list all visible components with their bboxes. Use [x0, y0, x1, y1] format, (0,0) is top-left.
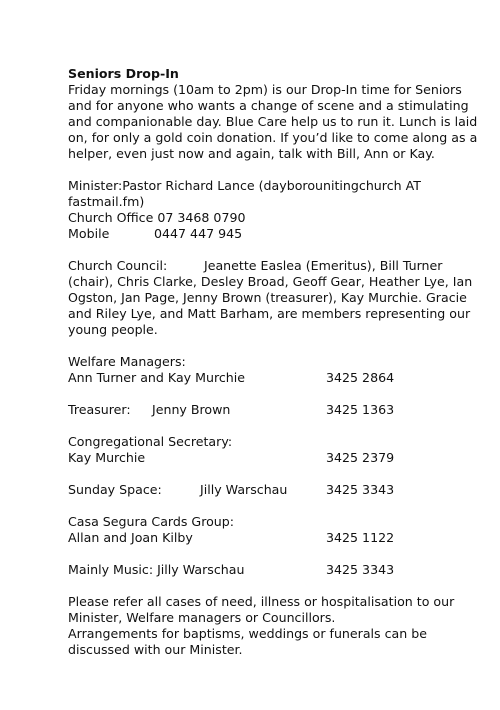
council-label: Church Council:: [68, 258, 168, 273]
mobile-line: [68, 226, 488, 242]
mobile-phone: 0447 447 945: [154, 226, 243, 241]
office-label: Church Office: [68, 210, 154, 225]
secretary-row: [68, 450, 488, 466]
cards-row: [68, 530, 488, 546]
cards-names: Allan and Joan Kilby: [68, 530, 193, 545]
spacer: [68, 418, 488, 434]
music-row: [68, 562, 488, 578]
seniors-title: Seniors Drop-In: [68, 66, 179, 81]
sunday-space-phone: 3425 3343: [326, 482, 395, 497]
newsletter-page: [68, 66, 488, 658]
treasurer-name: Jenny Brown: [152, 402, 231, 417]
seniors-body: Friday mornings (10am to 2pm) is our Drop-In time for Seniors and for anyone who wants a change of scene and a stimulating and companionable day. Blue Care help us to run it. Lunch is laid on, for only a gold coin donation. If you’d like to come along as a helper, even just now and again, talk with Bill, Ann or Kay.: [68, 82, 478, 161]
spacer: [68, 242, 488, 258]
mobile-label: Mobile: [68, 226, 110, 241]
secretary-name: Kay Murchie: [68, 450, 146, 465]
treasurer-row: [68, 402, 488, 418]
welfare-names: Ann Turner and Kay Murchie: [68, 370, 246, 385]
cards-label: Casa Segura Cards Group:: [68, 514, 235, 529]
sunday-space-row: [68, 482, 488, 498]
treasurer-phone: 3425 1363: [326, 402, 395, 417]
welfare-label: Welfare Managers:: [68, 354, 186, 369]
office-phone: 07 3468 0790: [157, 210, 246, 225]
sunday-space-name: Jilly Warschau: [200, 482, 288, 497]
minister-line: [68, 178, 488, 210]
minister-value: Pastor Richard Lance (dayborounitingchurch AT fastmail.fm): [68, 178, 421, 209]
council-members: Jeanette Easlea (Emeritus), Bill Turner (chair), Chris Clarke, Desley Broad, Geoff Gear, Heather Lye, Ian Ogston, Jan Page, Jenny Brown (treasurer), Kay Murchie. Gracie and Riley Lye, and Matt Barham, are members representing our young people.: [68, 258, 473, 337]
closing-line-2: Arrangements for baptisms, weddings or funerals can be discussed with our Minister.: [68, 626, 427, 657]
cards-phone: 3425 1122: [326, 530, 395, 545]
minister-label: Minister:: [68, 178, 123, 193]
secretary-phone: 3425 2379: [326, 450, 395, 465]
treasurer-label: Treasurer:: [68, 402, 131, 417]
spacer: [68, 466, 488, 482]
secretary-label: Congregational Secretary:: [68, 434, 233, 449]
spacer: [68, 386, 488, 402]
welfare-row: [68, 370, 488, 386]
welfare-phone: 3425 2864: [326, 370, 395, 385]
music-phone: 3425 3343: [326, 562, 395, 577]
sunday-space-label: Sunday Space:: [68, 482, 162, 497]
music-label: Mainly Music: Jilly Warschau: [68, 562, 245, 577]
council-paragraph: [68, 258, 488, 338]
closing-line-1: Please refer all cases of need, illness or hospitalisation to our Minister, Welfare managers or Councillors.: [68, 594, 455, 625]
office-line: [68, 210, 488, 226]
spacer: [68, 498, 488, 514]
spacer: [68, 546, 488, 562]
spacer: [68, 338, 488, 354]
spacer: [68, 162, 488, 178]
spacer: [68, 578, 488, 594]
